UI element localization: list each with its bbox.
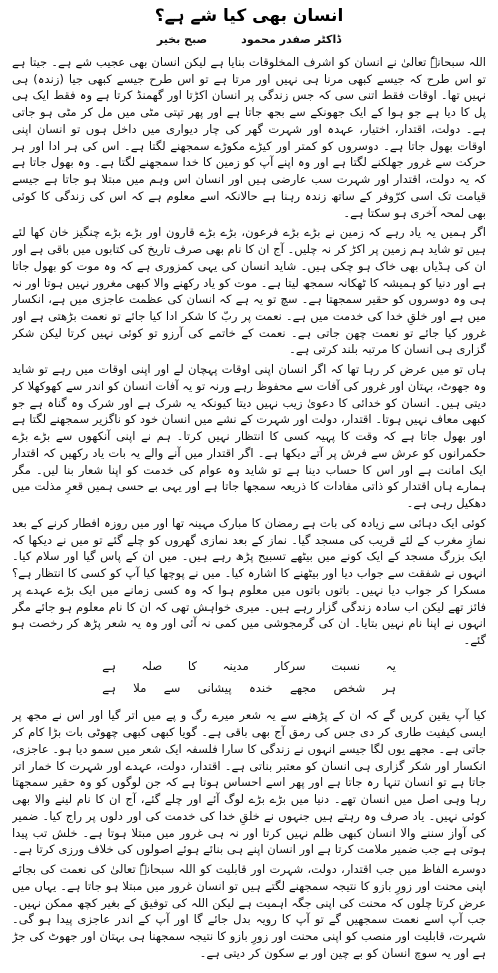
verse-line: یہ نسبت سرکار مدینہ کا صلہ ہے xyxy=(102,658,396,673)
article-body xyxy=(12,54,486,969)
article-paragraph: دوسرے الفاظ میں جب اقتدار، دولت، شہرت اور قابلیت کو اللہ سبحانہٗ تعالیٰ کی نعمت کی بجائے اپنی محنت اور زورِ بازو کا نتیجہ سمجھنے لگتے ہیں تو انسان غرور میں مبتلا ہو جاتا ہے۔ یہاں میں عرض کرتا چلوں کہ محنت کی اپنی جگہ اہمیت ہے لیکن اللہ کی توفیق کے بغیر کچھ ممکن نہیں۔ جب آپ اسے نعمت سمجھیں گے تو آپ کا رویہ بدل جائے گا اور آپ کے اندر عاجزی پیدا ہو گی۔ شہرت، قابلیت اور منصب کو اپنی محنت اور زورِ بازو کا نتیجہ سمجھنا ہی بہتان اور جھوٹ کی جڑ ہے اور یہ سوچ انسان کو بے چین اور بے سکون کر دیتی ہے۔ xyxy=(12,862,486,960)
author-byline: ڈاکٹر صفدر محمود xyxy=(241,33,342,46)
article-paragraph: کوئی ایک دہائی سے زیادہ کی بات ہے رمضان کا مبارک مہینہ تھا اور میں روزہ افطار کرنے کے بعد نمازِ مغرب کے لئے قریب کی مسجد گیا۔ نماز کے بعد نمازی گھروں کو چلے گئے تو میں نے دیکھا کہ ایک بزرگ مسجد کے ایک کونے میں بیٹھے تسبیح پڑھ رہے ہیں۔ میں ان کے پاس گیا اور سلام کیا۔ انہوں نے شفقت سے جواب دیا اور بیٹھنے کا اشارہ کیا۔ میں نے پوچھا کیا آپ کو کسی کا انتظار ہے؟ مسکرا کر جواب دیا نہیں۔ باتوں باتوں میں معلوم ہوا کہ وہ کسی زمانے میں ایک بڑے عہدے پر فائز تھے لیکن اب سادہ زندگی گزار رہے ہیں۔ میری خواہش تھی کہ ان کا نام معلوم ہو جائے مگر انہوں نے اپنا نام نہیں بتایا۔ ان کی گرمجوشی میں کمی نہ آئی اور وہ یہ شعر پڑھ کر رخصت ہو گئے۔ xyxy=(12,515,486,647)
article-title: انسان بھی کیا شے ہے؟ xyxy=(154,6,344,26)
article-paragraph: اگر ہمیں یہ یاد رہے کہ زمین نے بڑے بڑے فرعون، بڑے بڑے قارون اور بڑے بڑے چنگیز خان کھا لئے ہیں تو شاید ہم زمین پر اکڑ کر نہ چلیں۔ آج ان کا نام بھی صرف تاریخ کی کتابوں میں باقی ہے اور ان کی ہڈیاں بھی خاک ہو چکی ہیں۔ شاید انسان کی یہی کمزوری ہے کہ وہ موت کو بھول جاتا ہے اور دنیا کو ہمیشہ کا ٹھکانہ سمجھ لیتا ہے۔ موت کو یاد رکھنے والا کبھی مغرور نہیں ہوتا اور نہ ہی وہ دوسروں کو حقیر سمجھتا ہے۔ سچ تو یہ ہے کہ انسان کی عظمت عاجزی میں ہے، انکسار میں ہے اور خلقِ خدا کی خدمت میں ہے۔ نعمت پر ربّ کا شکر ادا کیا جائے تو نعمت بڑھتی ہے اور غرور کیا جائے تو نعمت چھن جاتی ہے۔ نعمت کے خاتمے کی آرزو تو کوئی نہیں کرتا لیکن شکر گزاری ہی انسان کا مرتبہ بلند کرتی ہے۔ xyxy=(12,225,486,357)
article-paragraph: کیا آپ یقین کریں گے کہ ان کے پڑھنے سے یہ شعر میرے رگ و پے میں اتر گیا اور اس نے مجھ پر ایسی کیفیت طاری کر دی جس کی رمق آج بھی باقی ہے۔ گویا کبھی کبھی چھوٹی بات بڑا کام کر جاتی ہے۔ مجھے یوں لگا جیسے انہوں نے زندگی کا سارا فلسفہ ایک شعر میں سمو دیا ہو۔ عاجزی، انکسار اور شکر گزاری ہی انسان کو معتبر بناتی ہے۔ اقتدار، دولت، عہدے اور شہرت کا خمار اتر جاتا ہے تو انسان تنہا رہ جاتا ہے اور پھر اسے احساس ہوتا ہے کہ جن لوگوں کو وہ حقیر سمجھتا رہا وہی اصل میں انسان تھے۔ دنیا میں بڑے بڑے لوگ آئے اور چلے گئے، آج ان کا نام لینے والا بھی کوئی نہیں۔ یاد صرف وہ رہتے ہیں جنہوں نے خلقِ خدا کی خدمت کی اور دلوں پر راج کیا۔ ضمیر کی آواز سننے والا انسان کبھی ظلم نہیں کرتا اور نہ ہی غرور میں مبتلا ہوتا ہے۔ خلش تب پیدا ہوتی ہے جب ضمیر ملامت کرتا ہے اور انسان اپنے ہی بنائے ہوئے اصولوں کی خلاف ورزی کرتا ہے۔ xyxy=(12,708,486,857)
column-name: صبح بخیر xyxy=(156,33,208,46)
byline-row xyxy=(60,31,438,49)
article-paragraph: ہاں تو میں عرض کر رہا تھا کہ اگر انسان اپنی اوقات پہچان لے اور اپنی اوقات میں رہے تو شاید وہ جھوٹ، بہتان اور غرور کی آفات سے محفوظ رہے ورنہ تو یہ آفات انسان کو اندر سے کھوکھلا کر دیتی ہیں۔ انسان کو خدائی کا دعویٰ زیب نہیں دیتا کیونکہ یہ شرک ہے اور شرک وہ گناہ ہے جو کبھی معاف نہیں ہوتا۔ اقتدار، دولت اور شہرت کے نشے میں انسان خود کو ناگزیر سمجھنے لگتا ہے اور بھول جاتا ہے کہ وقت کا پہیہ کسی کا انتظار نہیں کرتا۔ ہم نے اپنی آنکھوں سے بڑے بڑے حکمرانوں کو عرش سے فرش پر آتے دیکھا ہے۔ اگر اقتدار میں آنے والے یہ بات یاد رکھیں کہ اقتدار ایک امانت ہے اور اس کا حساب دینا ہے تو شاید وہ عوام کی خدمت کو اپنا شعار بنا لیں۔ مگر ہمارے ہاں اقتدار کو ذاتی مفادات کا ذریعہ سمجھا جاتا ہے اور یہی بے حسی ہمیں قعرِ مذلت میں دھکیل رہی ہے۔ xyxy=(12,362,486,511)
verse-couplet xyxy=(102,655,396,700)
article-paragraph: اللہ سبحانہٗ تعالیٰ نے انسان کو اشرف المخلوقات بنایا ہے لیکن انسان بھی عجیب شے ہے۔ جیتا ہے تو اس طرح کہ جیسے کبھی مرنا ہی نہیں اور مرتا ہے تو اس طرح جیسے کبھی جیا (زندہ) ہی نہیں تھا۔ اوقات فقط اتنی سی کہ جس زندگی پر انسان اکڑتا اور گھمنڈ کرتا ہے وہ فقط ایک ہی پل کا دیا ہے جو ہوا کے ایک جھونکے سے بجھ جاتا ہے اور پھر تپتی مٹی میں مل کر مٹی ہو جاتی ہے۔ دولت، اقتدار، اختیار، عہدہ اور شہرت گھر کی چار دیواری میں داخل ہوں تو انسان اپنی اوقات بھول جاتا ہے۔ دوسروں کو کمتر اور کیڑے مکوڑے سمجھنے لگتا ہے۔ اس کی ہر ادا اور ہر حرکت سے غرور جھلکنے لگتا ہے اور وہ اپنے آپ کو زمین کا خدا سمجھنے لگتا ہے۔ وہ بھول جاتا ہے کہ یہ دولت، اقتدار اور شہرت سب عارضی ہیں اور انسان اس وہم میں مبتلا ہو جاتا ہے جیسے قیامت تک اسی کرّوفر کے ساتھ زندہ رہنا ہے حالانکہ اسے معلوم ہے کہ اس کی زندگی کا کوئی بھی لمحہ آخری ہو سکتا ہے۔ xyxy=(12,55,486,220)
verse-line: ہر شخص مجھے خندہ پیشانی سے ملا ہے xyxy=(102,681,396,696)
